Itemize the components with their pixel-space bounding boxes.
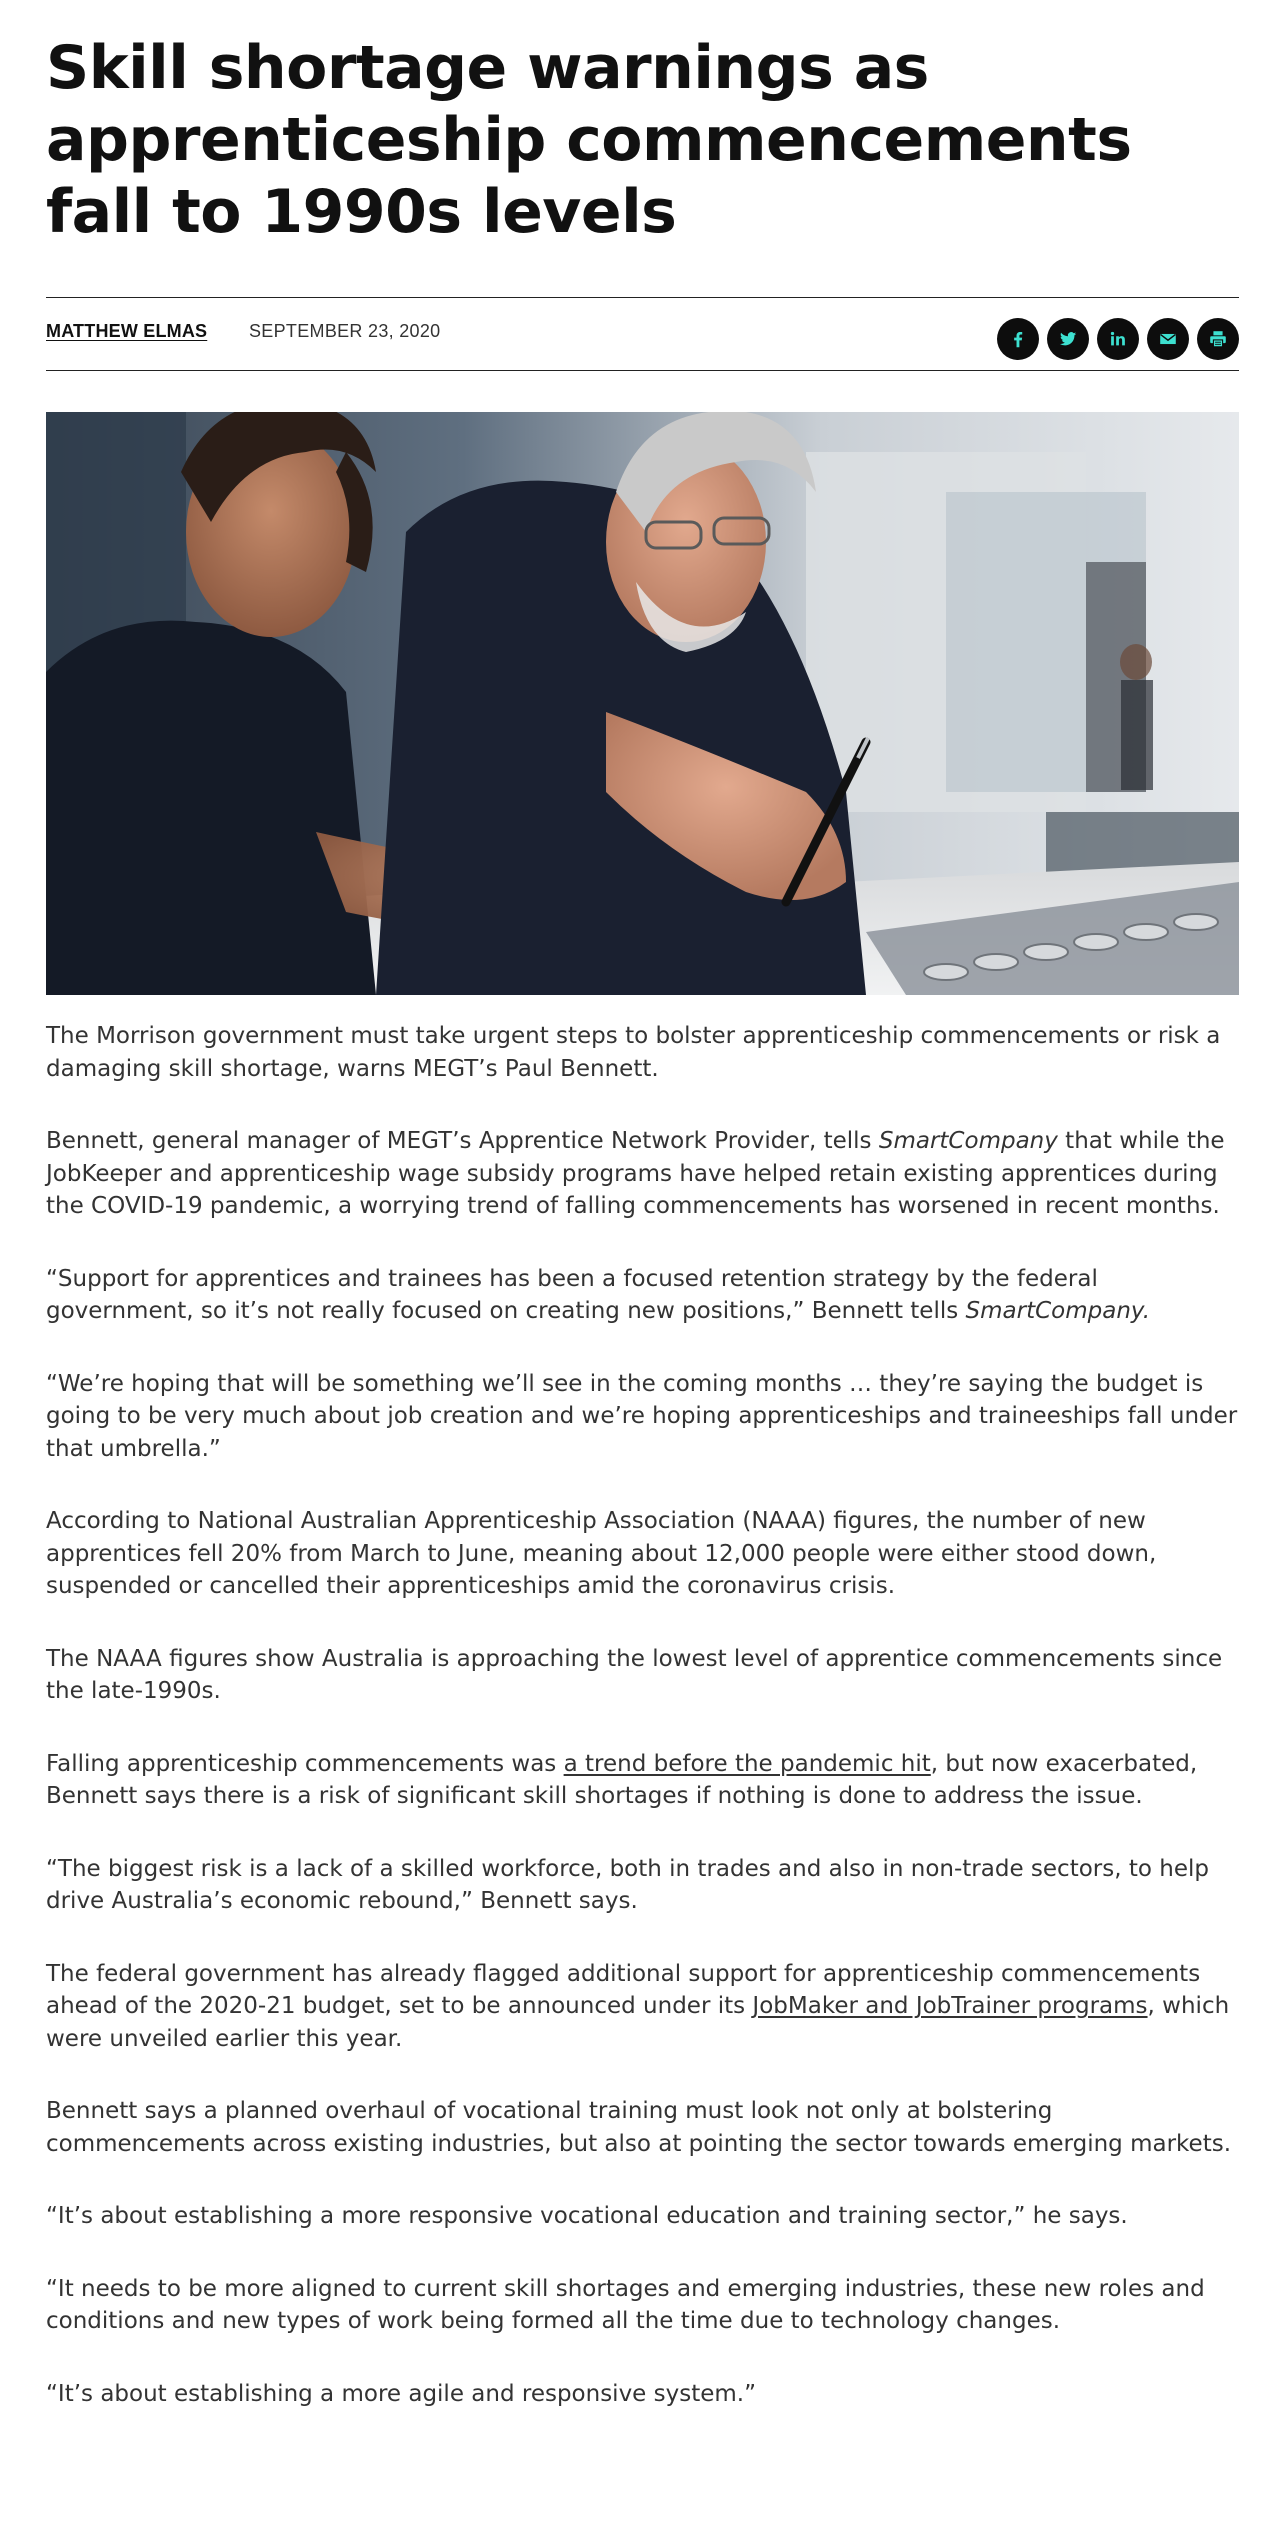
paragraph-9-text-a: The federal government has already flagged additional support for apprenticeship commencements ahead of the 2020-21 budget, set to be announced under its — [46, 1960, 1201, 2019]
photo-icon — [46, 412, 1239, 995]
pandemic-trend-link[interactable]: a trend before the pandemic hit — [563, 1750, 931, 1777]
headline: Skill shortage warnings as apprenticeship commencements fall to 1990s levels — [46, 33, 1132, 247]
paragraph-4: “We’re hoping that will be something we’ll see in the coming months … they’re saying the budget is going to be very much about job creation and we’re hoping apprenticeships and traineeships fall under that umbrella.” — [46, 1370, 1238, 1462]
paragraph-5: According to National Australian Apprenticeship Association (NAAA) figures, the number of new apprentices fell 20% from March to June, meaning about 12,000 people were either stood down, suspended or cancelled their apprenticeships amid the coronavirus crisis. — [46, 1508, 1157, 1599]
share-email-button[interactable] — [1147, 318, 1189, 360]
paragraph-2-text-b: that while the JobKeeper and apprenticeship wage subsidy programs have helped retain existing apprentices during the COVID-19 pandemic, a worrying trend of falling commencements has worsened in recent months. — [46, 1128, 1225, 1219]
jobmaker-programs-link[interactable]: JobMaker and JobTrainer programs — [752, 1993, 1148, 2019]
paragraph-6: The NAAA figures show Australia is approaching the lowest level of apprentice commencements since the late-1990s. — [46, 1645, 1223, 1704]
email-icon — [1157, 328, 1179, 350]
publish-date: SEPTEMBER 23, 2020 — [249, 321, 441, 341]
paragraph-7-text-a: Falling apprenticeship commencements was — [46, 1750, 564, 1777]
share-twitter-button[interactable] — [1047, 318, 1089, 360]
twitter-icon — [1057, 328, 1079, 350]
paragraph-9-text-b: , which were unveiled earlier this year. — [46, 1993, 1230, 2052]
share-linkedin-button[interactable] — [1097, 318, 1139, 360]
paragraph-13: “It’s about establishing a more agile and responsive system.” — [46, 2380, 757, 2407]
paragraph-12: “It needs to be more aligned to current skill shortages and emerging industries, these new roles and conditions and new types of work being formed all the time due to technology changes. — [46, 2275, 1205, 2334]
paragraph-3-text-a: “Support for apprentices and trainees has been a focused retention strategy by the federal government, so it’s not really focused on creating new positions,” Bennett tells — [46, 1265, 1098, 1324]
hero-image — [46, 412, 1239, 995]
share-facebook-button[interactable] — [997, 318, 1039, 360]
paragraph-8: “The biggest risk is a lack of a skilled workforce, both in trades and also in non-trade sectors, to help drive Australia’s economic rebound,” Bennett says. — [46, 1855, 1209, 1914]
share-buttons — [997, 318, 1239, 360]
paragraph-7-text-b: , but now exacerbated, Bennett says there is a risk of significant skill shortages if nothing is done to address the issue. — [46, 1750, 1198, 1809]
author-link[interactable]: MATTHEW ELMAS — [46, 321, 208, 341]
paragraph-11: “It’s about establishing a more responsive vocational education and training sector,” he says. — [46, 2203, 1128, 2229]
paragraph-7 — [46, 1748, 1239, 1813]
print-icon — [1207, 328, 1229, 350]
byline-bar — [46, 297, 1239, 371]
article-body — [46, 1020, 1239, 2450]
paragraph-9 — [46, 1958, 1239, 2056]
article — [46, 0, 1239, 2407]
paragraph-2-text-a: Bennett, general manager of MEGT’s Apprentice Network Provider, tells — [46, 1128, 879, 1154]
paragraph-2 — [46, 1125, 1239, 1223]
linkedin-icon — [1107, 328, 1129, 350]
paragraph-1: The Morrison government must take urgent steps to bolster apprenticeship commencements or risk a damaging skill shortage, warns MEGT’s Paul Bennett. — [46, 1023, 1221, 1082]
paragraph-3-publication-name: SmartCompany. — [965, 1298, 1151, 1324]
facebook-icon — [1007, 328, 1029, 350]
paragraph-2-publication-name: SmartCompany — [878, 1128, 1058, 1154]
share-print-button[interactable] — [1197, 318, 1239, 360]
paragraph-3 — [46, 1263, 1239, 1328]
paragraph-10: Bennett says a planned overhaul of vocational training must look not only at bolstering commencements across existing industries, but also at pointing the sector towards emerging markets. — [46, 2098, 1232, 2157]
